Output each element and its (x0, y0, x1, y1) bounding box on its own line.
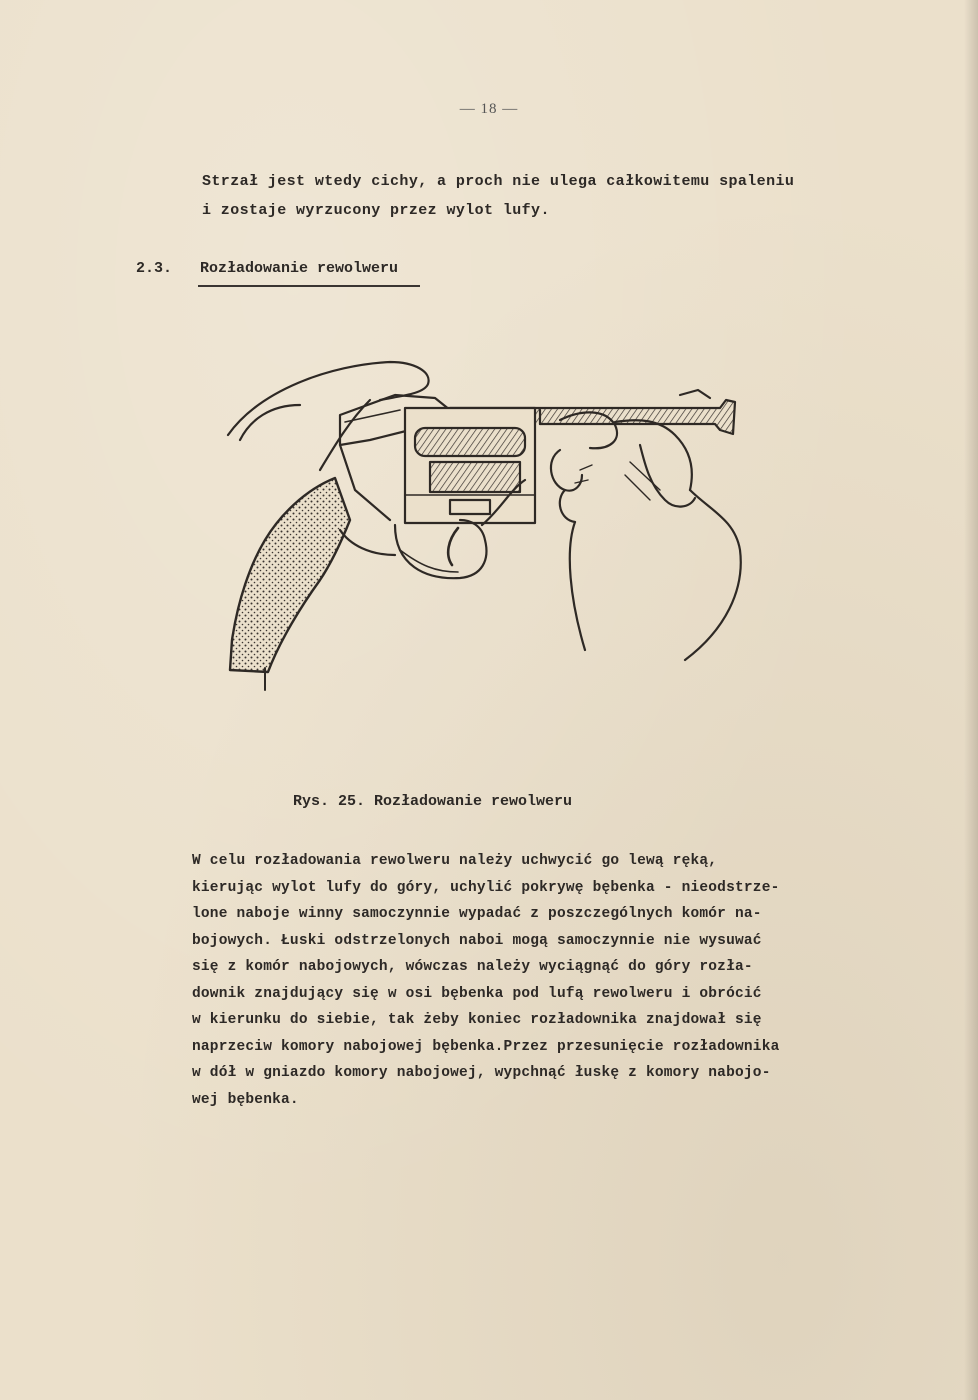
body-line: się z komór nabojowych, wówczas należy wyciągnąć do góry rozła- (192, 959, 753, 975)
page-number: — 18 — (459, 101, 519, 117)
body-line: downik znajdujący się w osi bębenka pod lufą rewolweru i obrócić (192, 985, 762, 1002)
body-line: bojowych. Łuski odstrzelonych naboi mogą samoczynnie nie wysuwać (192, 932, 762, 949)
body-paragraph (192, 848, 882, 1113)
body-line: w kierunku do siebie, tak żeby koniec rozładownika znajdował się (192, 1012, 762, 1028)
body-line: W celu rozładowania rewolweru należy uchwycić go lewą ręką, (192, 853, 718, 869)
page-edge-shadow (964, 0, 978, 1400)
revolver-unloading-illustration (220, 350, 760, 695)
intro-line-1: Strzał jest wtedy cichy, a proch nie ulega całkowitemu spaleniu (202, 173, 795, 190)
section-number: 2.3. (136, 260, 173, 277)
figure-caption: Rys. 25. Rozładowanie rewolweru (293, 793, 573, 810)
body-line: wej bębenka. (192, 1091, 299, 1108)
left-hand-outline (228, 362, 429, 435)
body-line: kierując wylot lufy do góry, uchylić pokrywę bębenka - nieodstrze- (192, 879, 780, 896)
intro-line-2: i zostaje wyrzucony przez wylot lufy. (202, 202, 550, 219)
section-title: Rozładowanie rewolweru (200, 260, 399, 277)
body-line: w dół w gniazdo komory nabojowej, wypchnąć łuskę z komory nabojo- (192, 1065, 771, 1081)
body-line: naprzeciw komory nabojowej bębenka.Przez przesunięcie rozładownika (192, 1038, 780, 1055)
section-title-underline (198, 285, 420, 287)
body-line: lone naboje winny samoczynnie wypadać z poszczególnych komór na- (192, 906, 762, 922)
